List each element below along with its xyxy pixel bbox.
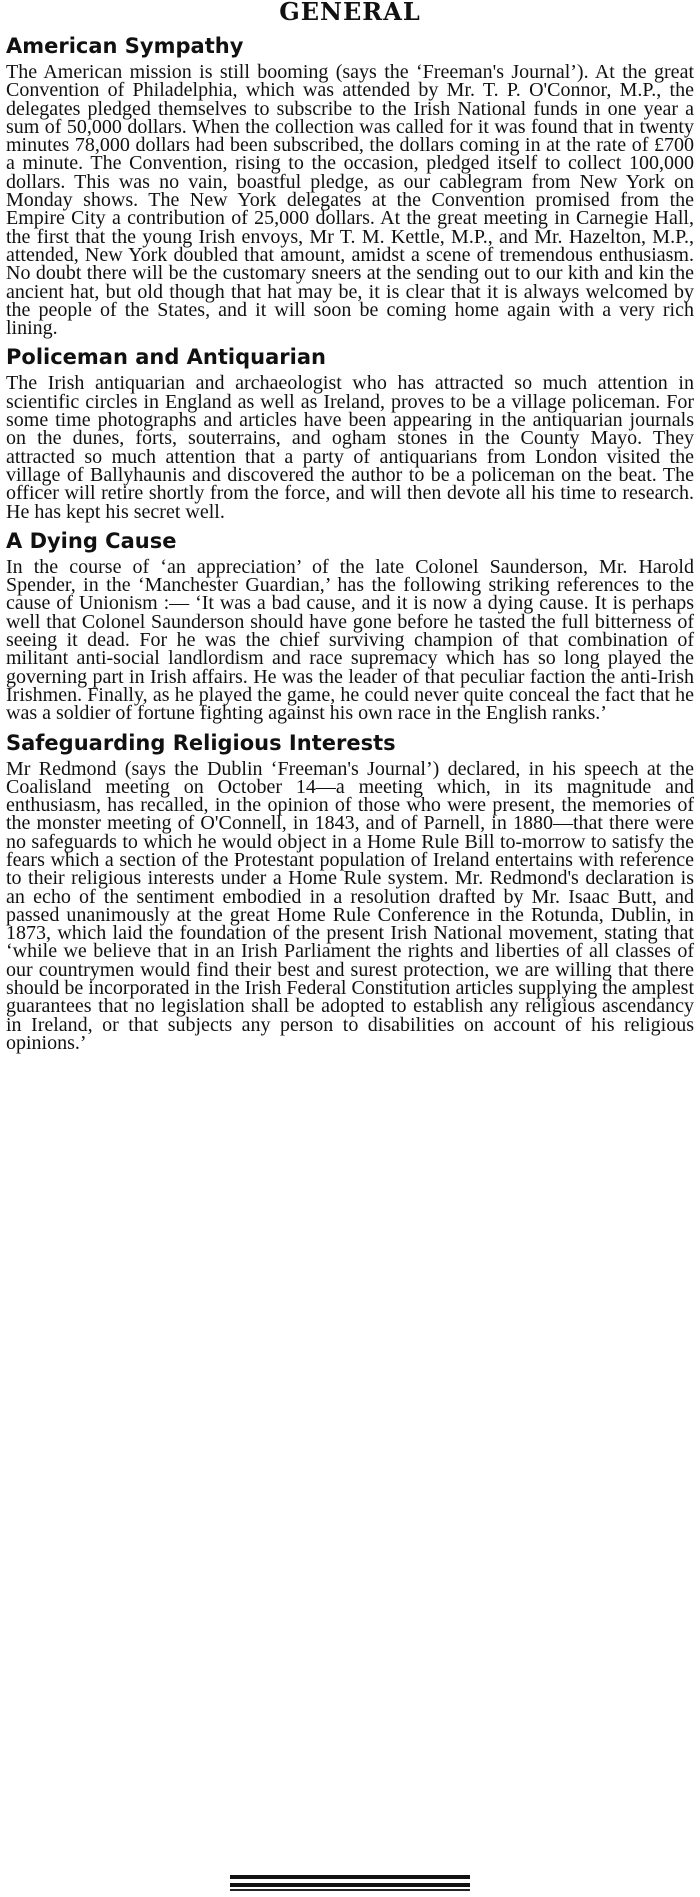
article-policeman-antiquarian (6, 343, 694, 523)
article-heading: A Dying Cause (6, 528, 177, 553)
end-rule-thin (230, 1889, 470, 1891)
article-heading: Policeman and Antiquarian (6, 345, 326, 370)
article-dying-cause (6, 527, 694, 723)
article-body: In the course of ‘an appreciation’ of the late Colonel Saunderson, Mr. Harold Spender, in the ‘Manchester Guardian,’ has the following striking references to the cause of Unionism :— ‘It was a bad cause, and it is now a dying cause. It is perhaps well that Colonel Saunderson should have gone before he tasted the full bitterness of seeing it dead. For he was the chief surviving champion of that combination of militant anti-social landlordism and race supremacy which has so long played the governing part in Irish affairs. He was the leader of that peculiar faction the anti-Irish Irishmen. Finally, as he played the game, he could never quite conceal the fact that he was a soldier of fortune fighting against his own race in the English ranks.’ (6, 555, 694, 725)
article-body: The Irish antiquarian and archaeologist who has attracted so much attention in scientific circles in England as well as Ireland, proves to be a village policeman. For some time photographs and articles have been appearing in the antiquarian journals on the dunes, forts, souterrains, and ogham stones in the County Mayo. They attracted so much attention that a party of antiquarians from London visited the village of Ballyhaunis and discovered the author to be a policeman on the beat. The officer will retire shortly from the force, and will then devote all his time to research. He has kept his secret well. (6, 372, 694, 523)
article-body: Mr Redmond (says the Dublin ‘Freeman's Journal’) declared, in his speech at the Coalisland meeting on October 14—a meeting which, in its magnitude and enthusiasm, has recalled, in the opinion of those who were present, the memories of the monster meeting of O'Connell, in 1843, and of Parnell, in 1880—that there were no safeguards to which he would object in a Home Rule Bill to-morrow to satisfy the fears which a section of the Protestant population of Ireland entertains with reference to their religious interests under a Home Rule system. Mr. Redmond's declaration is an echo of the sentiment embodied in a resolution drafted by Mr. Isaac Butt, and passed unanimously at the great Home Rule Conference in the Rotunda, Dublin, in 1873, which laid the foundation of the present Irish National movement, stating that ‘while we believe that in an Irish Parliament the rights and liberties of all classes of our countrymen would find their best and surest protection, we are willing that there should be incorporated in the Irish Federal Constitution articles supplying the amplest guarantees that no legislation shall be adopted to establish any religious ascendancy in Ireland, or that subjects any person to disabilities on account of his religious opinions.’ (6, 757, 694, 1054)
article-safeguarding-religious-interests (6, 729, 694, 1053)
article-heading: American Sympathy (6, 34, 244, 58)
end-rule-double (230, 1875, 470, 1887)
article-american-sympathy (6, 32, 694, 340)
article-body: The American mission is still booming (says the ‘Freeman's Journal’). At the great Convention of Philadelphia, which was attended by Mr. T. P. O'Connor, M.P., the delegates pledged themselves to subscribe to the Irish National funds in one year a sum of 50,000 dollars. When the collection was called for it was found that in twenty minutes 78,000 dollars had been subscribed, the dollars coming in at the rate of £700 a minute. The Convention, rising to the occasion, pledged itself to collect 100,000 dollars. This was no vain, boastful pledge, as our cablegram from New York on Monday shows. The New York delegates at the Convention promised from the Empire City a contribution of 25,000 dollars. At the great meeting in Carnegie Hall, the first that the young Irish envoys, Mr T. M. Kettle, M.P., and Mr. Hazelton, M.P., attended, New York doubled that amount, amidst a scene of tremendous enthusiasm. No doubt there will be the customary sneers at the sending out to our kith and kin the ancient hat, but old though that hat may be, it is clear that it is always welcomed by the people of the States, and it will soon be coming home again with a very rich lining. (6, 61, 694, 340)
newspaper-column (6, 0, 694, 1052)
article-heading: Safeguarding Religious Interests (6, 730, 396, 755)
section-title: GENERAL (279, 0, 421, 26)
